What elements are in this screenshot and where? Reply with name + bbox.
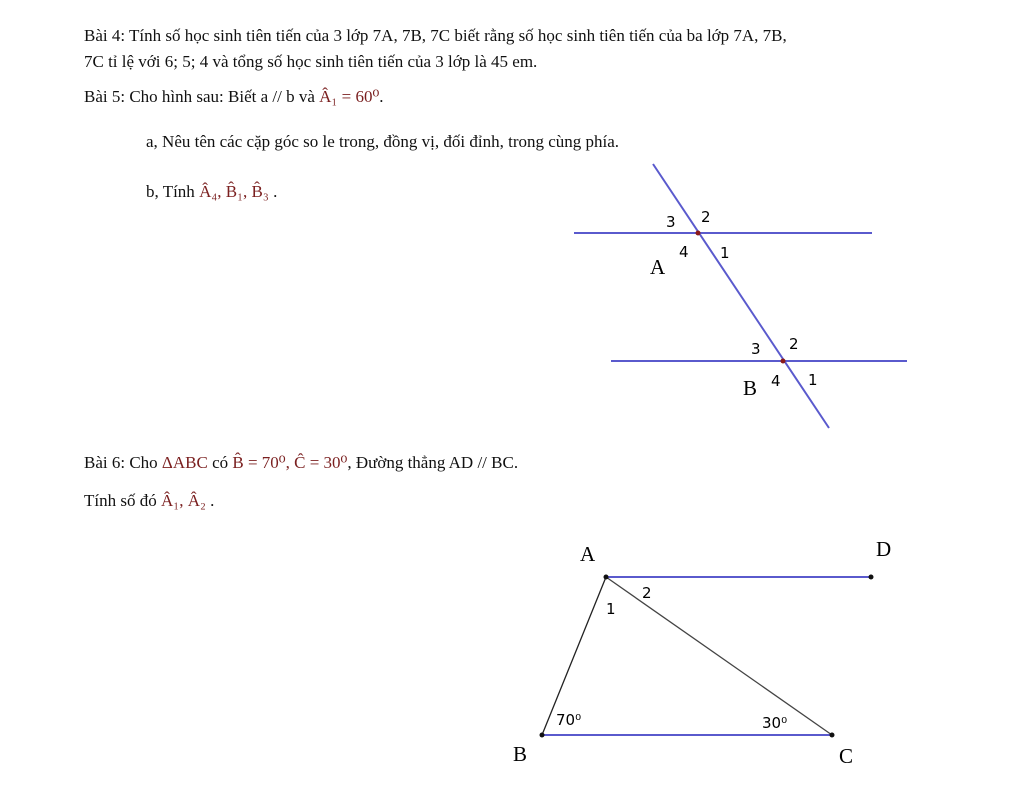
bai5-given-angle: Â₁ = 60⁰ [319,87,380,106]
side-ac [606,577,832,735]
transversal [653,164,829,428]
bai6-ask-end: . [205,491,215,510]
bai6-ask-text: Tính số đó [84,491,161,510]
bai5-period: . [379,87,384,106]
point-c-dot [830,733,835,738]
bai6-given-angles: B̂ = 70⁰, Ĉ = 30⁰ [232,453,348,472]
point-b-dot-6 [540,733,545,738]
label-angle-2: 2 [642,584,652,602]
bai5-part-b-text: b, Tính [146,182,200,201]
bai5-part-a: a, Nêu tên các cặp góc so le trong, đồng vị, đối đỉnh, trong cùng phía. [146,132,620,151]
point-d-dot [869,575,874,580]
label-a-angle-4: 4 [679,243,689,261]
label-point-b-6: B [513,742,528,766]
point-a-dot [696,231,701,236]
bai6-rest: , Đường thẳng AD // BC. [347,453,519,472]
label-point-c: C [839,744,854,768]
bai6-triangle: ΔABC [161,453,208,472]
bai5-part-b-end: . [268,182,278,201]
label-point-a-6: A [580,542,596,566]
label-a-angle-3: 3 [666,213,676,231]
bai4-line1: Bài 4: Tính số học sinh tiên tiến của 3 lớp 7A, 7B, 7C biết rằng số học sinh tiên tiến của ba lớp 7A, 7B, [84,26,787,45]
bai5-part-b-angles: Â₄, B̂₁, B̂₃ [199,182,269,201]
bai6-intro-text: Bài 6: Cho [84,453,162,472]
label-a-angle-2: 2 [701,208,711,226]
point-b-dot [781,359,786,364]
bai6-ask-angles: Â₁, Â₂ [160,491,206,510]
label-point-a: A [650,255,666,279]
label-point-b: B [743,376,758,400]
label-angle-1: 1 [606,600,616,618]
label-b-angle-2: 2 [789,335,799,353]
point-a-dot-6 [604,575,609,580]
label-angle-b: 70⁰ [556,711,582,729]
label-point-d: D [876,537,892,561]
label-angle-c: 30⁰ [762,714,788,732]
label-b-angle-3: 3 [751,340,761,358]
label-b-angle-4: 4 [771,372,781,390]
bai6-figure [513,537,891,768]
bai4-line2: 7C tỉ lệ với 6; 5; 4 và tổng số học sinh tiên tiến của 3 lớp là 45 em. [84,52,538,71]
bai5-figure [574,164,907,428]
bai5-intro-text: Bài 5: Cho hình sau: Biết a // b và [84,87,320,106]
label-a-angle-1: 1 [720,244,730,262]
label-b-angle-1: 1 [808,371,818,389]
bai6-co: có [207,453,233,472]
